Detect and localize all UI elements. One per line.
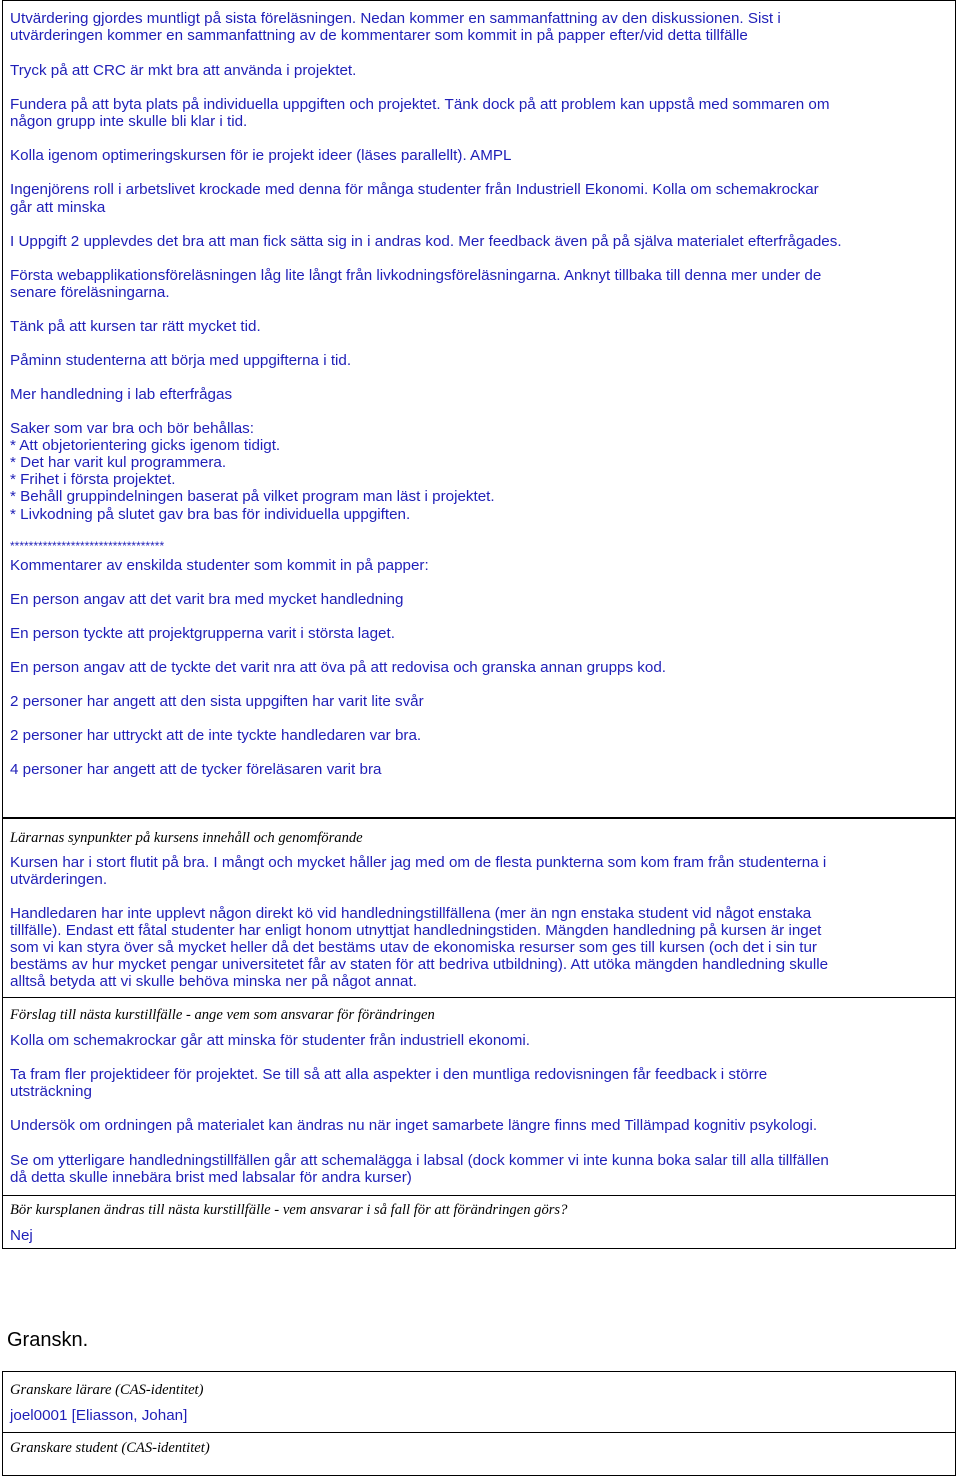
summary-line: Fundera på att byta plats på individuella uppgiften och projektet. Tänk dock på att problem kan uppstå med sommaren om bbox=[10, 96, 830, 113]
summary-line: Första webapplikationsföreläsningen låg lite långt från livkodningsföreläsningarna. Anknyt tillbaka till denna mer under de bbox=[10, 267, 822, 284]
summary-line: Kommentarer av enskilda studenter som kommit in på papper: bbox=[10, 557, 429, 574]
summary-line: Ingenjörens roll i arbetslivet krockade med denna för många studenter från Industriell Ekonomi. Kolla om schemakrockar bbox=[10, 181, 819, 198]
teacher-reviewer-value: joel0001 [Eliasson, Johan] bbox=[10, 1407, 188, 1424]
summary-line: utvärderingen kommer en sammanfattning av de kommentarer som kommit in på papper efter/vid detta tillfälle bbox=[10, 27, 748, 44]
summary-line: * Frihet i första projektet. bbox=[10, 471, 176, 488]
review-title: Granskn. bbox=[7, 1329, 89, 1351]
summary-line: Mer handledning i lab efterfrågas bbox=[10, 386, 233, 403]
teacher-views-heading: Lärarnas synpunkter på kursens innehåll och genomförande bbox=[10, 830, 363, 846]
summary-line: 2 personer har uttryckt att de inte tyckte handledaren var bra. bbox=[10, 727, 422, 744]
summary-line: Utvärdering gjordes muntligt på sista föreläsningen. Nedan kommer en sammanfattning av den diskussionen. Sist i bbox=[10, 10, 781, 27]
syllabus-change-answer: Nej bbox=[10, 1227, 33, 1244]
summary-line: En person angav att det varit bra med mycket handledning bbox=[10, 591, 404, 608]
proposal-line: Undersök om ordningen på materialet kan ändras nu när inget samarbete längre finns med Tillämpad kognitiv psykologi. bbox=[10, 1117, 818, 1134]
teacher-views-line: Handledaren har inte upplevt någon direkt kö vid handledningstillfällena (mer än ngn enstaka student vid något enstaka bbox=[10, 905, 812, 922]
student-reviewer-heading: Granskare student (CAS-identitet) bbox=[10, 1440, 210, 1456]
teacher-views-line: utvärderingen. bbox=[10, 871, 108, 888]
teacher-views-line: Kursen har i stort flutit på bra. I mångt och mycket håller jag med om de flesta punkterna som kom fram från studenterna i bbox=[10, 854, 827, 871]
summary-line: * Livkodning på slutet gav bra bas för individuella uppgiften. bbox=[10, 506, 411, 523]
summary-line: 2 personer har angett att den sista uppgiften har varit lite svår bbox=[10, 693, 424, 710]
syllabus-change-heading: Bör kursplanen ändras till nästa kurstillfälle - vem ansvarar i så fall för att förändringen görs? bbox=[10, 1202, 568, 1218]
teacher-views-line: alltså betyda att vi skulle behöva minska ner på något annat. bbox=[10, 973, 417, 990]
summary-line: Tänk på att kursen tar rätt mycket tid. bbox=[10, 318, 261, 335]
summary-line: senare föreläsningarna. bbox=[10, 284, 170, 301]
summary-line: * Att objetorientering gicks igenom tidigt. bbox=[10, 437, 281, 454]
proposals-heading: Förslag till nästa kurstillfälle - ange vem som ansvarar för förändringen bbox=[10, 1007, 435, 1023]
summary-line: går att minska bbox=[10, 199, 106, 216]
summary-line: 4 personer har angett att de tycker föreläsaren varit bra bbox=[10, 761, 382, 778]
summary-line: Saker som var bra och bör behållas: bbox=[10, 420, 254, 437]
proposal-line: Kolla om schemakrockar går att minska för studenter från industriell ekonomi. bbox=[10, 1032, 530, 1049]
separator-stars: ********************************* bbox=[10, 539, 165, 553]
summary-line: I Uppgift 2 upplevdes det bra att man fick sätta sig in i andras kod. Mer feedback även på på själva materialet efterfrågades. bbox=[10, 233, 842, 250]
summary-line: En person tyckte att projektgrupperna varit i största laget. bbox=[10, 625, 395, 642]
teacher-views-line: bestäms av hur mycket pengar universitetet får av staten för att bedriva utbildning). Att utöka mängden handledning skulle bbox=[10, 956, 829, 973]
proposal-line: Se om ytterligare handledningstillfällen går att schemalägga i labsal (dock kommer vi inte kunna boka salar till alla tillfällen bbox=[10, 1152, 829, 1169]
proposal-line: Ta fram fler projektideer för projektet. Se till så att alla aspekter i den muntliga redovisningen får feedback i större bbox=[10, 1066, 768, 1083]
summary-line: Kolla igenom optimeringskursen för ie projekt ideer (läses parallellt). AMPL bbox=[10, 147, 512, 164]
teacher-views-line: tillfälle). Endast ett fåtal studenter har enligt honom utnyttjat handledningstiden. Mängden handledning på kursen är inget bbox=[10, 922, 822, 939]
summary-line: * Behåll gruppindelningen baserat på vilket program man läst i projektet. bbox=[10, 488, 495, 505]
summary-line: En person angav att de tyckte det varit nra att öva på att redovisa och granska annan grupps kod. bbox=[10, 659, 666, 676]
teacher-reviewer-heading: Granskare lärare (CAS-identitet) bbox=[10, 1382, 204, 1398]
proposal-line: utsträckning bbox=[10, 1083, 92, 1100]
summary-line: någon grupp inte skulle bli klar i tid. bbox=[10, 113, 248, 130]
summary-line: * Det har varit kul programmera. bbox=[10, 454, 227, 471]
summary-line: Tryck på att CRC är mkt bra att använda i projektet. bbox=[10, 62, 357, 79]
proposal-line: då detta skulle innebära brist med labsalar för andra kurser) bbox=[10, 1169, 412, 1186]
summary-line: Påminn studenterna att börja med uppgifterna i tid. bbox=[10, 352, 352, 369]
teacher-views-line: som vi kan styra över så mycket heller då det bestäms utav de ekonomiska resurser som ges till kursen (och det i sin tur bbox=[10, 939, 817, 956]
